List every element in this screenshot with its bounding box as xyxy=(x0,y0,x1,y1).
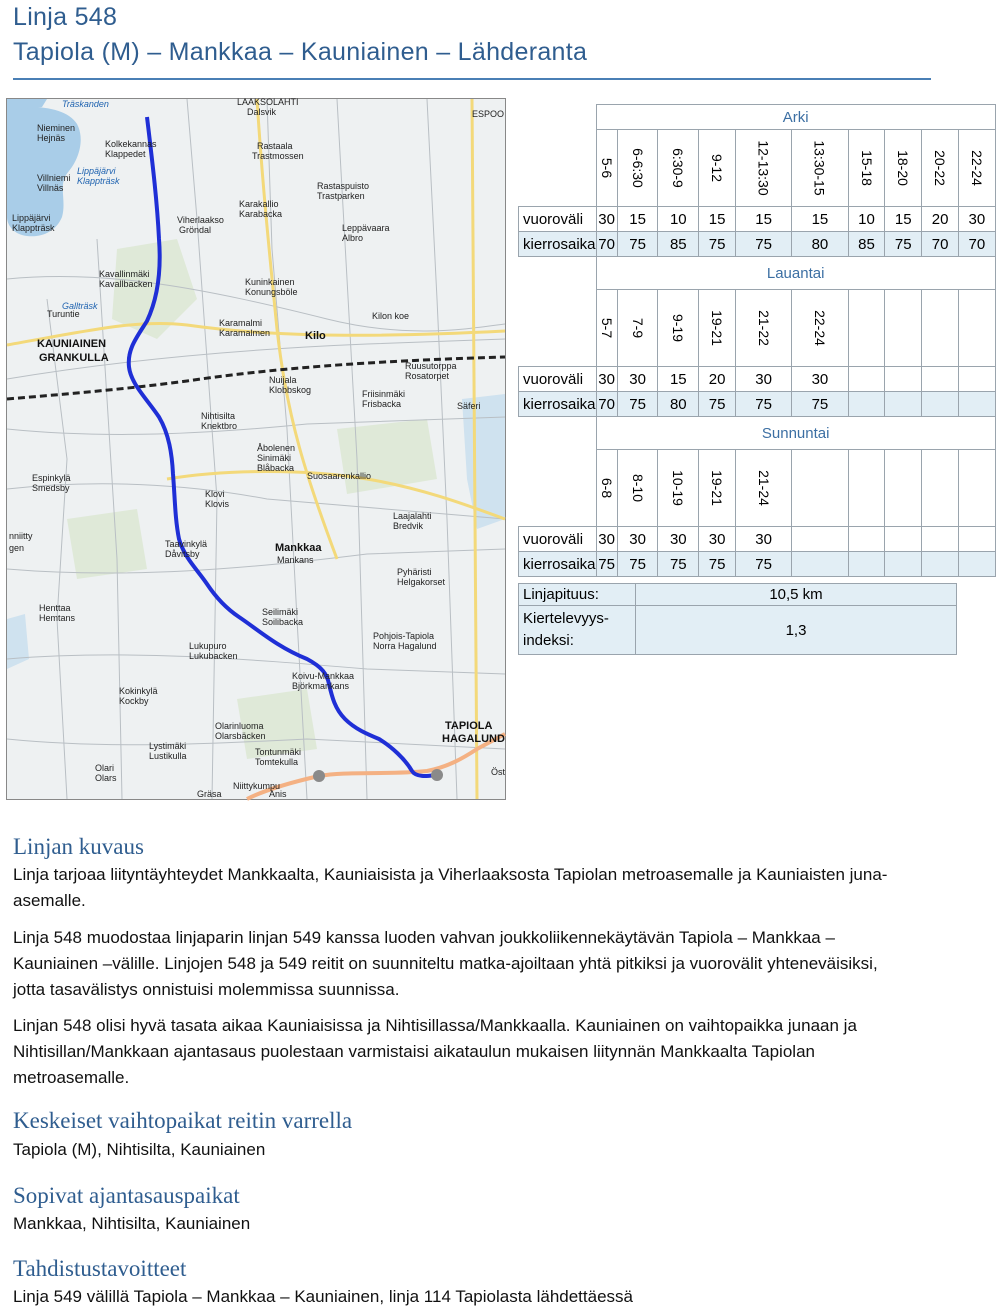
arki-period: 12-13:30 xyxy=(735,130,791,207)
map-label: Kolkekannas xyxy=(105,139,157,149)
tahdistus-heading: Tahdistustavoitteet xyxy=(13,1256,187,1281)
map-label: Pohjois-Tapiola xyxy=(373,631,435,641)
sunnuntai-vuorovali-row: vuoroväli 30 30 30 30 30 xyxy=(519,527,996,552)
map-label: Suosaarenkallio xyxy=(307,471,372,481)
map-label: Karakallio xyxy=(239,199,279,209)
kuvaus-paragraph-3: Linjan 548 olisi hyvä tasata aikaa Kauniaisissa ja Nihtisillassa/Mankkaalla. Kauniainen on vaihtopaikka junaan ja Nihtisillan/Mankkaan ajantasaus puolestaan varmistaisi aikataulun mukaisen liitynnän Mankkaalta Tapiolan metroasemalle. xyxy=(13,1016,857,1087)
map-label: Anis xyxy=(269,789,287,799)
map-label: Klovis xyxy=(205,499,230,509)
map-label: Karabacka xyxy=(239,209,283,219)
map-label: Kokinkylä xyxy=(119,686,158,696)
kuvaus-paragraph-2: Linja 548 muodostaa linjaparin linjan 549 kanssa luoden vahvan joukkoliikennekäytävän Tapiola – Mankkaa – Kauniainen –välille. Linjojen 548 ja 549 reitit on suunniteltu matka-ajoiltaan yhtä pitkiksi ja vuorovälit yhteneväisiksi, jotta tasavälistys onnistuisi molemmissa suunnissa. xyxy=(13,928,878,999)
map-label: Träskanden xyxy=(62,99,109,109)
arki-period: 9-12 xyxy=(699,130,736,207)
map-label: Mankkaa xyxy=(275,542,322,554)
lauantai-period: 9-19 xyxy=(658,290,699,367)
vaihtopaikat-text: Tapiola (M), Nihtisilta, Kauniainen xyxy=(13,1140,266,1159)
route-info-table xyxy=(518,583,957,655)
map-label: Klobbskog xyxy=(269,385,312,395)
map-label: Norra Hagalund xyxy=(373,641,437,651)
map-label: Olari xyxy=(95,763,115,773)
arki-period: 6:30-9 xyxy=(658,130,699,207)
map-label: Smedsby xyxy=(32,483,70,493)
map-label: Kilon koe xyxy=(372,311,410,321)
lauantai-period: 21-22 xyxy=(735,290,791,367)
map-label: Ruusutorppa xyxy=(405,361,457,371)
map-label: Kockby xyxy=(119,696,149,706)
vaihtopaikat-heading: Keskeiset vaihtopaikat reitin varrella xyxy=(13,1108,353,1133)
map-label: Seilimäki xyxy=(262,607,299,617)
map-label: Dalsvik xyxy=(247,107,277,117)
map-label: Leppävaara xyxy=(342,223,390,233)
title-divider xyxy=(13,78,931,80)
map-label: nniitty xyxy=(9,531,33,541)
map-label: Laajalahti xyxy=(393,511,432,521)
map-label: Niittykumpu xyxy=(233,781,281,791)
map-label: Trastparken xyxy=(317,191,365,201)
map-label: Hejnäs xyxy=(37,133,66,143)
map-label: Nihtisilta xyxy=(201,411,236,421)
map-label: gen xyxy=(9,543,25,553)
map-label: Lippäjärvi xyxy=(77,166,116,176)
map-label: Lippäjärvi xyxy=(12,213,51,223)
sunnuntai-label: Sunnuntai xyxy=(596,417,995,450)
map-label: Rastaspuisto xyxy=(317,181,370,191)
map-label: Henttaa xyxy=(39,603,71,613)
stop-marker xyxy=(431,769,443,781)
map-label: Albro xyxy=(342,233,364,243)
arki-period: 6-6:30 xyxy=(617,130,658,207)
map-label: Karamalmen xyxy=(219,328,271,338)
map-label: Olars xyxy=(95,773,117,783)
map-label: Friisinmäki xyxy=(362,389,406,399)
route-map xyxy=(6,98,506,800)
linjapituus-label: Linjapituus: xyxy=(519,584,636,606)
lauantai-kierrosaika-row: kierrosaika 70 75 80 75 75 75 xyxy=(519,392,996,417)
map-label: Klovi xyxy=(205,489,225,499)
map-label: Klappträsk xyxy=(77,176,120,186)
arki-period: 22-24 xyxy=(958,130,995,207)
map-label: Mankans xyxy=(277,555,314,565)
map-label: KAUNIAINEN xyxy=(37,338,107,350)
arki-vuorovali-row: vuoroväli 30 15 10 15 15 15 10 15 20 30 xyxy=(519,207,996,232)
arki-period: 5-6 xyxy=(596,130,617,207)
map-label: Villniemi xyxy=(37,173,71,183)
map-label: GRANKULLA xyxy=(39,352,109,364)
map-label: Gräsa xyxy=(197,789,222,799)
map-label: Lustikulla xyxy=(149,751,187,761)
arki-label: Arki xyxy=(596,105,995,130)
map-label: HAGALUND xyxy=(442,733,505,745)
kuvaus-heading: Linjan kuvaus xyxy=(13,834,144,859)
lauantai-period: 22-24 xyxy=(792,290,848,367)
map-label: Koivu-Mankkaa xyxy=(292,671,355,681)
map-label: Tomtekulla xyxy=(255,757,299,767)
map-label: Tontunmäki xyxy=(255,747,302,757)
arki-period: 13:30-15 xyxy=(792,130,848,207)
map-label: Knektbro xyxy=(201,421,238,431)
map-label: Pyhäristi xyxy=(397,567,432,577)
lauantai-vuorovali-row: vuoroväli 30 30 15 20 30 30 xyxy=(519,367,996,392)
map-label: Dåvitsby xyxy=(165,549,200,559)
map-label: Nuijala xyxy=(269,375,297,385)
map-label: Olarsbäcken xyxy=(215,731,266,741)
map-label: Klappträsk xyxy=(12,223,55,233)
map-label: Trastmossen xyxy=(252,151,304,161)
lauantai-label: Lauantai xyxy=(596,257,995,290)
map-label: ESPOO xyxy=(472,109,505,119)
ajantasaus-text: Mankkaa, Nihtisilta, Kauniainen xyxy=(13,1214,251,1233)
map-label: Lukubacken xyxy=(189,651,238,661)
map-label: Hemtans xyxy=(39,613,76,623)
map-label: Nieminen xyxy=(37,123,76,133)
map-label: Sinimäki xyxy=(257,453,292,463)
arki-kierrosaika-row: kierrosaika 70 75 85 75 75 80 85 75 70 70 xyxy=(519,232,996,257)
map-label: Rastaala xyxy=(257,141,293,151)
map-label: Öst xyxy=(491,767,506,777)
arki-period: 15-18 xyxy=(848,130,885,207)
map-label: Bredvik xyxy=(393,521,424,531)
map-label: Åbolenen xyxy=(257,443,296,453)
arki-period: 20-22 xyxy=(922,130,959,207)
sunnuntai-period: 10-19 xyxy=(658,450,699,527)
page-subtitle-route: Tapiola (M) – Mankkaa – Kauniainen – Lähderanta xyxy=(13,38,588,66)
sunnuntai-period: 6-8 xyxy=(596,450,617,527)
map-label: Björkmankans xyxy=(292,681,350,691)
map-label: Helgakorset xyxy=(397,577,446,587)
map-label: Lystimäki xyxy=(149,741,187,751)
sunnuntai-period: 19-21 xyxy=(699,450,736,527)
map-label: Frisbacka xyxy=(362,399,402,409)
map-label: Gallträsk xyxy=(62,301,98,311)
map-label: Rosatorpet xyxy=(405,371,450,381)
map-label: Kavallinmäki xyxy=(99,269,150,279)
stop-marker xyxy=(313,770,325,782)
map-label: Kavallbacken xyxy=(99,279,153,289)
sunnuntai-period: 8-10 xyxy=(617,450,658,527)
map-label: Blåbacka xyxy=(257,463,295,473)
schedule-table xyxy=(518,104,996,577)
page-title: Linja 548 xyxy=(13,3,118,31)
tahdistus-text: Linja 549 välillä Tapiola – Mankkaa – Kauniainen, linja 114 Tapiolasta lähdettäessä xyxy=(13,1287,633,1306)
map-label: Espinkylä xyxy=(32,473,71,483)
map-label: Turuntie xyxy=(47,309,80,319)
map-label: Klappedet xyxy=(105,149,146,159)
arki-period: 18-20 xyxy=(885,130,922,207)
kiertelevyys-label: Kiertelevyys- indeksi: xyxy=(519,606,636,655)
map-label: LAAKSOLAHTI xyxy=(237,97,299,107)
map-label: Gröndal xyxy=(179,225,212,235)
sunnuntai-kierrosaika-row: kierrosaika 75 75 75 75 75 xyxy=(519,552,996,577)
green-area xyxy=(67,509,147,579)
linjapituus-value: 10,5 km xyxy=(636,584,957,606)
lauantai-period: 7-9 xyxy=(617,290,658,367)
kuvaus-paragraph-1: Linja tarjoaa liityntäyhteydet Mankkaalta, Kauniaisista ja Viherlaaksosta Tapiolan metroasemalle ja Kauniaisten juna-asemalle. xyxy=(13,865,888,910)
map-label: Olarinluoma xyxy=(215,721,264,731)
map-label: Karamalmi xyxy=(219,318,263,328)
sunnuntai-period: 21-24 xyxy=(735,450,791,527)
map-label: Viherlaakso xyxy=(177,215,224,225)
map-label: Lukupuro xyxy=(189,641,227,651)
map-label: Villnäs xyxy=(37,183,64,193)
map-label: Kilo xyxy=(305,330,326,342)
map-label: Konungsböle xyxy=(245,287,298,297)
ajantasaus-heading: Sopivat ajantasauspaikat xyxy=(13,1183,240,1208)
map-label: Säferi xyxy=(457,401,481,411)
map-label: Taavinkylä xyxy=(165,539,208,549)
map-label: TAPIOLA xyxy=(445,720,493,732)
lauantai-period: 19-21 xyxy=(699,290,736,367)
kiertelevyys-value: 1,3 xyxy=(636,606,957,655)
map-label: Soilibacka xyxy=(262,617,304,627)
lauantai-period: 5-7 xyxy=(596,290,617,367)
map-label: Kuninkainen xyxy=(245,277,295,287)
